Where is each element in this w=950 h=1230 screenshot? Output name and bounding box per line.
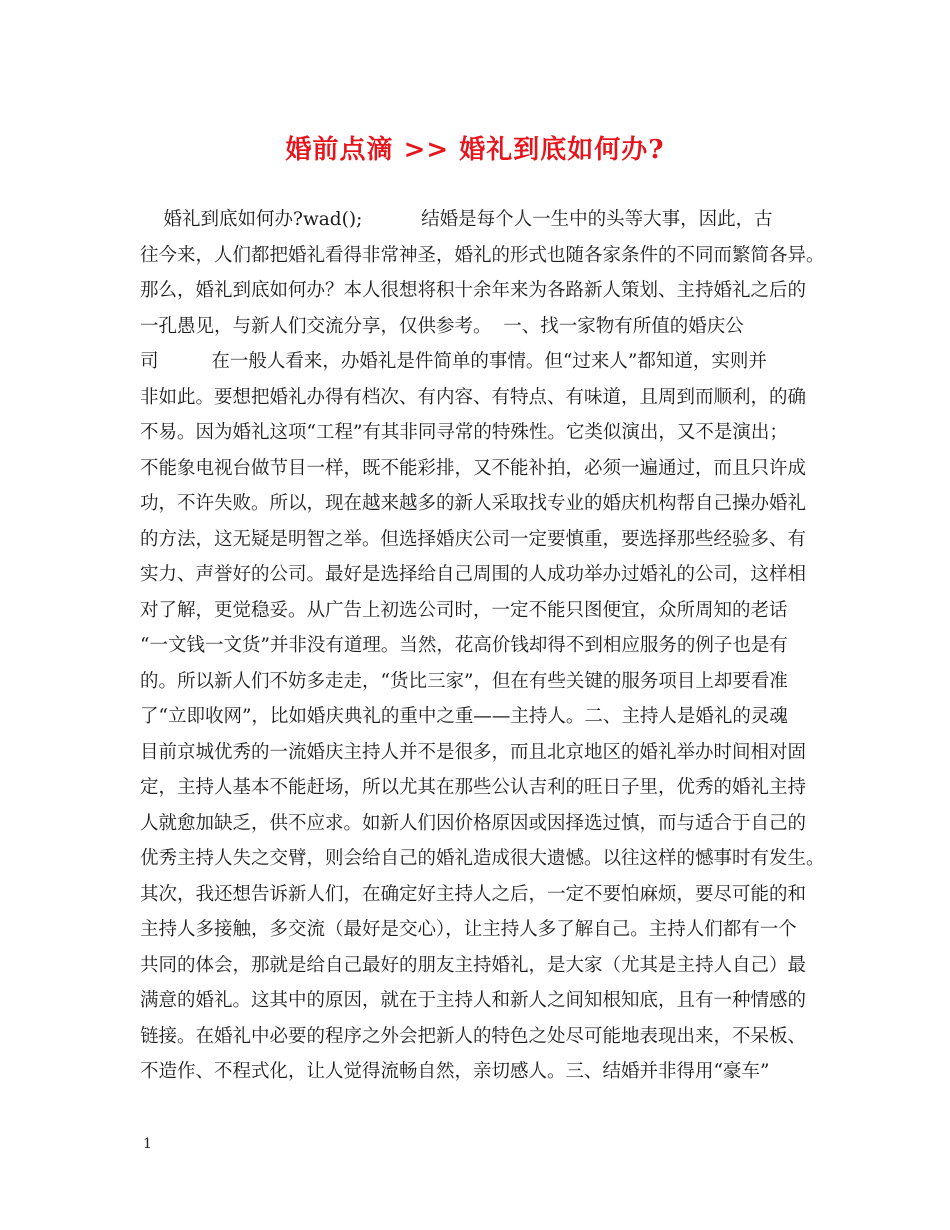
body-line: 婚礼到底如何办?wad(); 结婚是每个人一生中的头等大事，因此，古 <box>140 209 773 230</box>
body-line: 的。所以新人们不妨多走走，“货比三家”，但在有些关键的服务项目上却要看准 <box>140 670 788 692</box>
document-title: 婚前点滴 >> 婚礼到底如何办? <box>285 135 665 165</box>
body-line: 定，主持人基本不能赶场，所以尤其在那些公认吉利的旺日子里，优秀的婚礼主持 <box>140 777 807 798</box>
document-body <box>140 202 830 1090</box>
body-line: 不造作、不程式化，让人觉得流畅自然，亲切感人。三、结婚并非得用“豪车” <box>140 1061 770 1082</box>
body-line: 不易。因为婚礼这项“工程”有其非同寻常的特殊性。它类似演出，又不是演出； <box>140 422 788 443</box>
body-line: 实力、声誉好的公司。最好是选择给自己周围的人成功举办过婚礼的公司，这样相 <box>140 564 807 585</box>
body-line: 了“立即收网”，比如婚庆典礼的重中之重——主持人。二、主持人是婚礼的灵魂 <box>140 706 788 727</box>
body-line: 优秀主持人失之交臂，则会给自己的婚礼造成很大遗憾。以往这样的憾事时有发生。 <box>140 848 825 869</box>
body-line: 满意的婚礼。这其中的原因，就在于主持人和新人之间知根知底，且有一种情感的 <box>140 990 807 1011</box>
body-line: 不能象电视台做节目一样，既不能彩排，又不能补拍，必须一遍通过，而且只许成 <box>140 457 807 479</box>
body-line: 对了解，更觉稳妥。从广告上初选公司时，一定不能只图便宜，众所周知的老话 <box>140 599 788 621</box>
body-line: 其次，我还想告诉新人们，在确定好主持人之后，一定不要怕麻烦，要尽可能的和 <box>140 883 807 905</box>
body-line: 那么，婚礼到底如何办？本人很想将积十余年来为各路新人策划、主持婚礼之后的 <box>140 280 807 301</box>
body-line: “一文钱一文货”并非没有道理。当然，花高价钱却得不到相应服务的例子也是有 <box>140 635 788 656</box>
body-line: 共同的体会，那就是给自己最好的朋友主持婚礼，是大家（尤其是主持人自己）最 <box>140 954 807 976</box>
body-line: 往今来，人们都把婚礼看得非常神圣，婚礼的形式也随各家条件的不同而繁简各异。 <box>140 244 825 266</box>
page-number: 1 <box>143 1136 152 1152</box>
body-line: 非如此。要想把婚礼办得有档次、有内容、有特点、有味道，且周到而顺利，的确 <box>140 386 807 408</box>
body-line: 链接。在婚礼中必要的程序之外会把新人的特色之处尽可能地表现出来，不呆板、 <box>140 1025 807 1047</box>
body-line: 司 在一般人看来，办婚礼是件简单的事情。但“过来人”都知道，实则并 <box>140 351 767 372</box>
body-line: 一孔愚见，与新人们交流分享，仅供参考。 一、找一家物有所值的婚庆公 <box>140 315 744 337</box>
body-line: 功，不许失败。所以，现在越来越多的新人采取找专业的婚庆机构帮自己操办婚礼 <box>140 493 807 514</box>
body-line: 目前京城优秀的一流婚庆主持人并不是很多，而且北京地区的婚礼举办时间相对固 <box>140 741 807 763</box>
body-line: 的方法，这无疑是明智之举。但选择婚庆公司一定要慎重，要选择那些经验多、有 <box>140 528 807 550</box>
body-line: 主持人多接触，多交流（最好是交心），让主持人多了解自己。主持人们都有一个 <box>140 919 797 940</box>
body-line: 人就愈加缺乏，供不应求。如新人们因价格原因或因择选过慎，而与适合于自己的 <box>140 812 807 834</box>
